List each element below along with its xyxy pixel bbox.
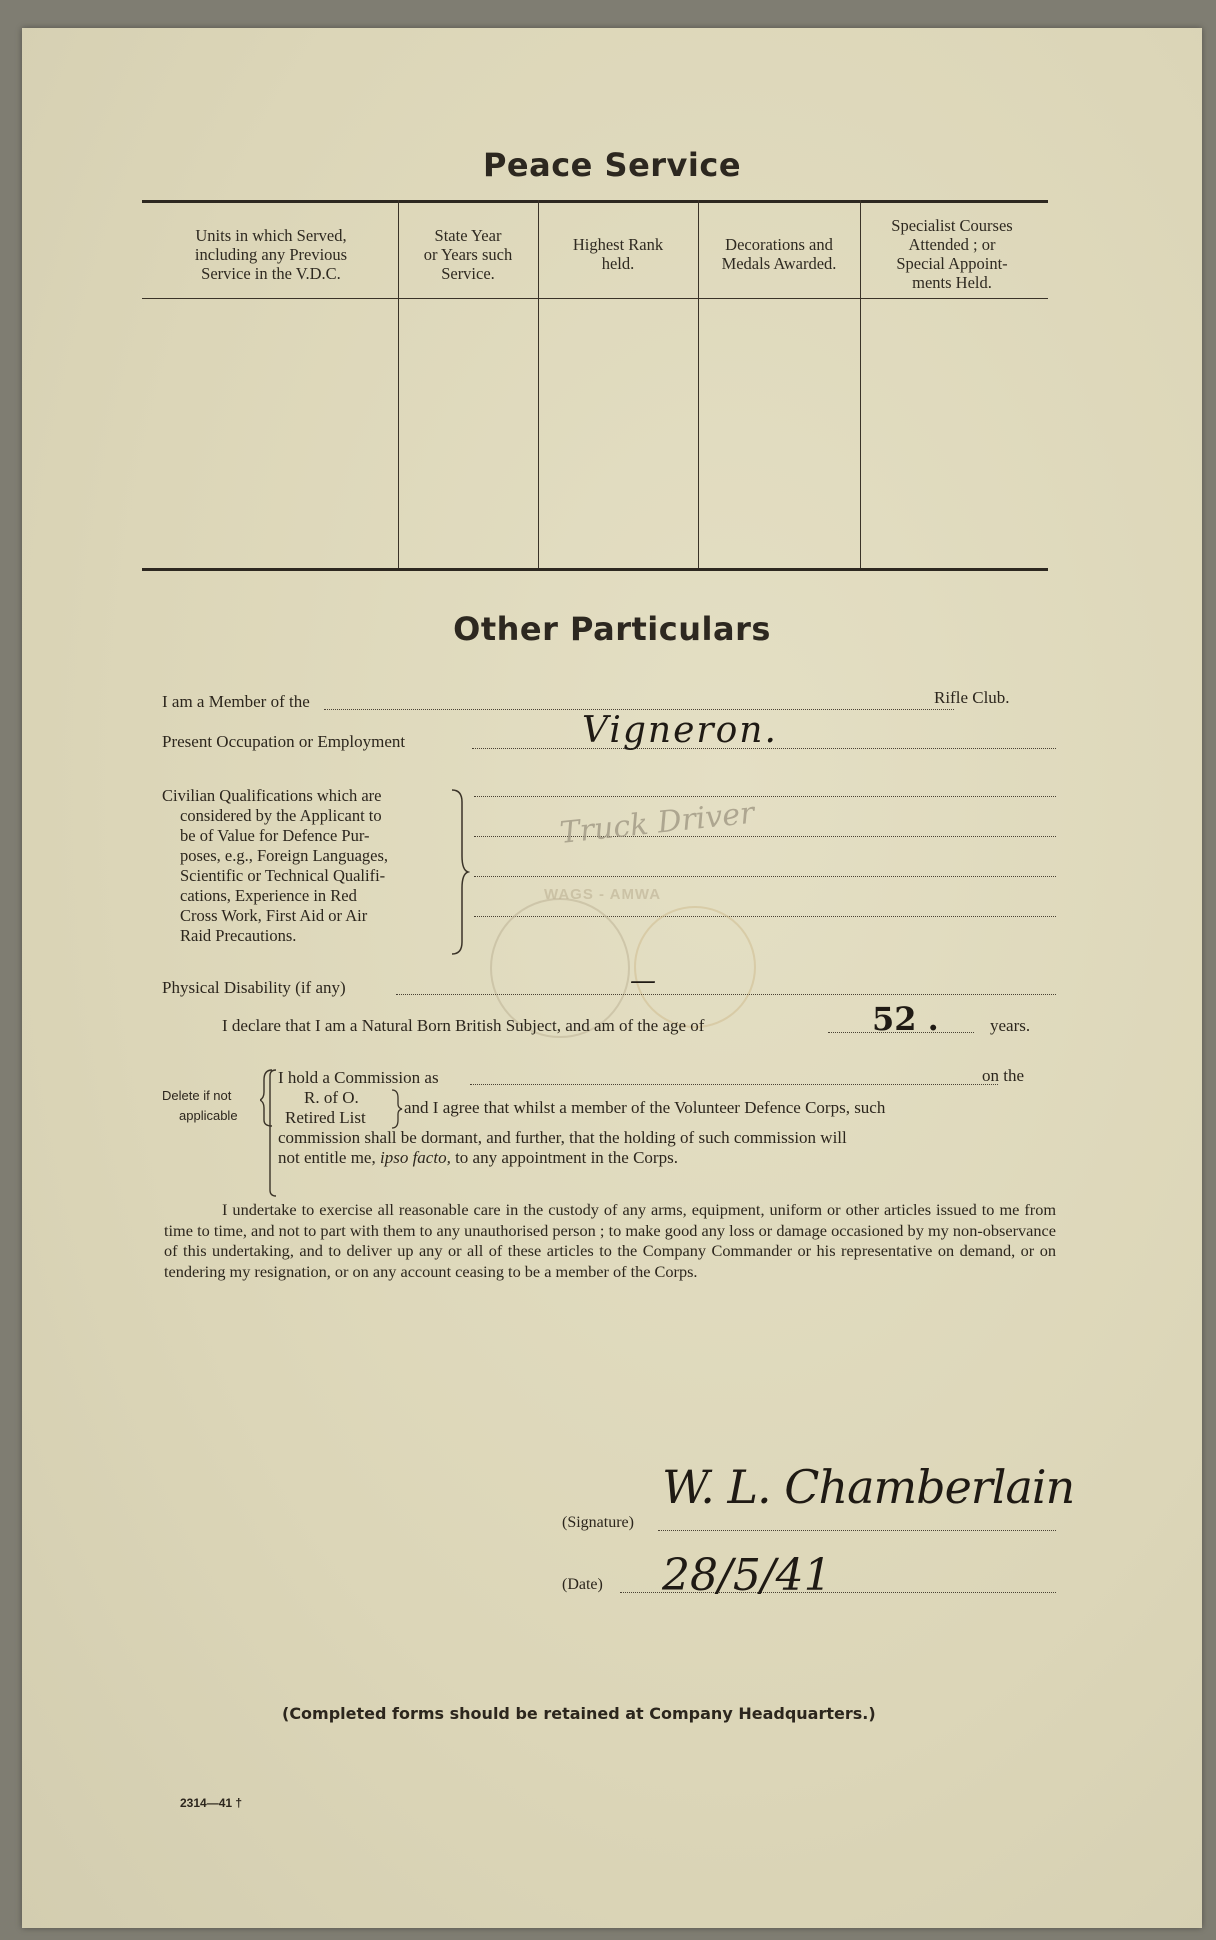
civ-qual-line: poses, e.g., Foreign Languages, [180, 846, 389, 865]
table-header-rule [142, 298, 1048, 299]
column-divider [860, 200, 861, 568]
col-header-rank: Highest Rank held. [572, 235, 664, 273]
member-label: I am a Member of the [162, 692, 310, 711]
date-handwritten: 28/5/41 [662, 1550, 832, 1601]
column-divider [698, 200, 699, 568]
civ-qual-line: Cross Work, First Aid or Air [180, 906, 368, 925]
declaration-text: I declare that I am a Natural Born British Subject, and am of the age of [222, 1016, 705, 1035]
col-header-decorations: Decorations and Medals Awarded. [721, 235, 837, 273]
retired-list-label: Retired List [285, 1108, 366, 1127]
peace-service-title: Peace Service [482, 146, 742, 184]
civ-qual-field-3[interactable] [474, 876, 1056, 877]
civ-qual-line: be of Value for Defence Pur- [180, 826, 370, 845]
commission-label: I hold a Commission as [278, 1068, 439, 1087]
disability-label: Physical Disability (if any) [162, 978, 346, 997]
civ-qual-line: Civilian Qualifications which are [162, 786, 382, 805]
column-divider [538, 200, 539, 568]
footer-note: (Completed forms should be retained at Company Headquarters.) [282, 1704, 876, 1723]
commission-agreement-line-1: and I agree that whilst a member of the Volunteer Defence Corps, such [404, 1098, 886, 1117]
commission-bracket [267, 1068, 277, 1198]
ipso-facto-text: ipso facto, [379, 1148, 451, 1167]
watermark-text: WAGS - AMWA [544, 886, 662, 903]
undertaking-paragraph: I undertake to exercise all reasonable care in the custody of any arms, equipment, uniform or other articles issued to me from time to time, and not to part with them to any unauthorised person ; to make good any loss or damage occasioned by my non-observance of this undertaking, and to deliver up any or all of these articles to the Company Commander or his representative on demand, or on tendering my resignation, or on any account ceasing to be a member of the Corps. [164, 1200, 1056, 1281]
occupation-handwritten: Vigneron. [582, 710, 778, 751]
civ-qual-handwritten: Truck Driver [558, 795, 756, 851]
civ-qual-line: Scientific or Technical Qualifi- [180, 866, 386, 885]
occupation-label: Present Occupation or Employment [162, 732, 406, 751]
signature-handwritten: W. L. Chamberlain [662, 1460, 1075, 1514]
signature-label: (Signature) [562, 1514, 634, 1531]
reserve-of-officers-label: R. of O. [304, 1088, 359, 1107]
on-the-label: on the [982, 1066, 1025, 1085]
delete-note-line-1: Delete if not [162, 1088, 232, 1103]
commission-text: not entitle me, [278, 1148, 376, 1167]
commission-text: to any appointment in the Corps. [455, 1148, 678, 1167]
delete-note-line-2: applicable [179, 1108, 238, 1123]
form-number: 2314—41 † [180, 1796, 243, 1810]
commission-field[interactable] [470, 1084, 998, 1085]
retired-list-brace [390, 1088, 404, 1130]
date-label: (Date) [562, 1576, 603, 1593]
col-header-courses: Specialist Courses Attended ; or Special Appoint- ments Held. [891, 216, 1013, 292]
peace-service-table [142, 200, 1048, 572]
col-header-years: State Year or Years such Service. [423, 225, 513, 283]
form-page [22, 28, 1202, 1928]
civ-qual-line: cations, Experience in Red [180, 886, 357, 905]
years-label: years. [990, 1016, 1031, 1035]
other-particulars-title: Other Particulars [453, 610, 771, 648]
signature-field[interactable] [658, 1530, 1056, 1531]
civ-qual-line: Raid Precautions. [180, 926, 297, 945]
col-header-units: Units in which Served, including any Previous Service in the V.D.C. [194, 225, 348, 283]
commission-agreement-line-2: commission shall be dormant, and further, that the holding of such commission will [278, 1128, 847, 1147]
disability-field[interactable] [396, 994, 1056, 995]
age-handwritten: 52 . [872, 1000, 939, 1038]
civ-qual-line: considered by the Applicant to [180, 806, 382, 825]
commission-agreement-line-3 [278, 1148, 678, 1168]
rifle-club-label: Rifle Club. [934, 688, 1010, 707]
table-top-rule [142, 200, 1048, 203]
disability-handwritten: — [630, 966, 656, 996]
table-bottom-rule [142, 568, 1048, 571]
column-divider [398, 200, 399, 568]
civ-qual-field-1[interactable] [474, 796, 1056, 797]
civilian-qualifications-label [162, 786, 468, 946]
civ-qual-brace [450, 788, 470, 956]
